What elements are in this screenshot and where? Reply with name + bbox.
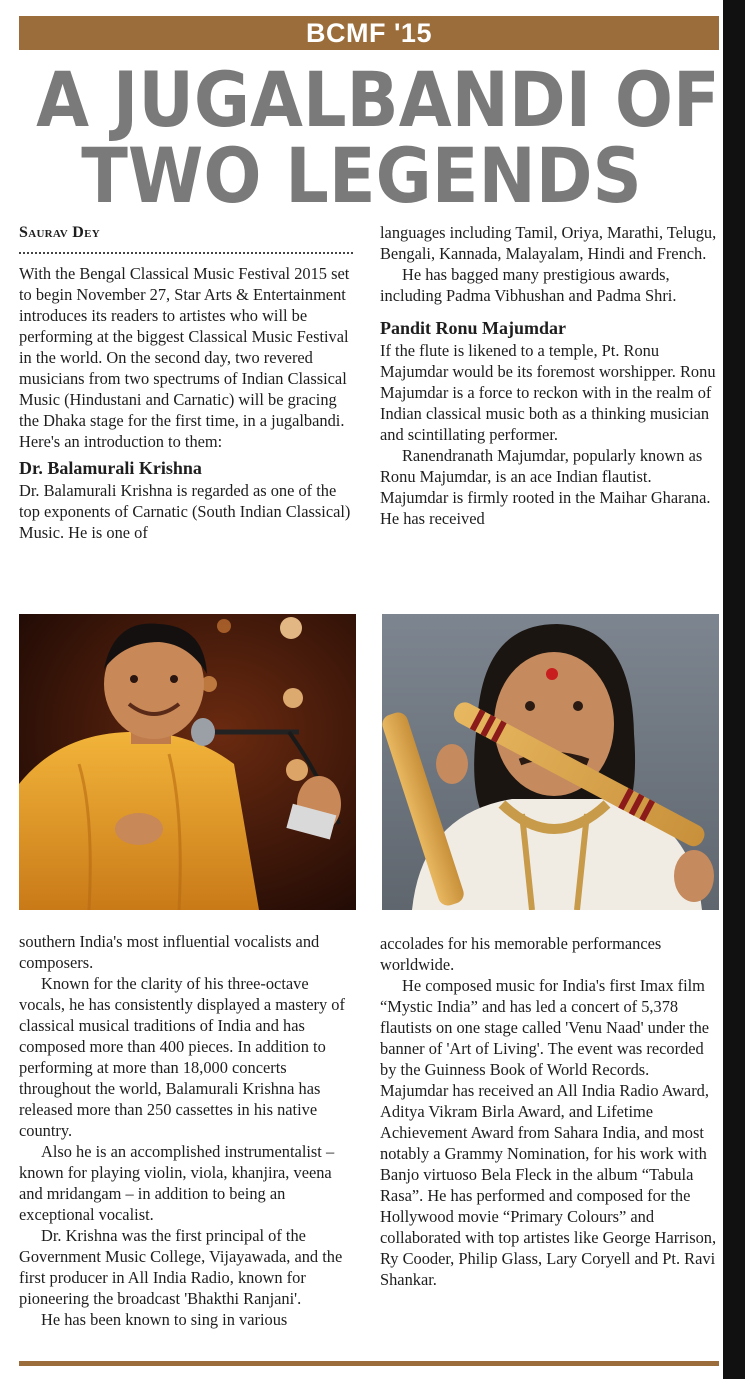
paragraph: languages including Tamil, Oriya, Marathi, Telugu, Bengali, Kannada, Malayalam, Hindi and French. xyxy=(380,223,717,263)
headline-line-2: TWO LEGENDS xyxy=(81,131,642,220)
paragraph: He has bagged many prestigious awards, including Padma Vibhushan and Padma Shri. xyxy=(380,265,677,305)
paragraph: Also he is an accomplished instrumentalist – known for playing violin, viola, khanjira, veena and mridangam – in addition to being an exceptional vocalist. xyxy=(19,1142,335,1224)
paragraph: If the flute is likened to a temple, Pt. Ronu Majumdar would be its foremost worshipper. Ronu Majumdar is a force to reckon with in the realm of Indian classical music both as a thinking musician and scintillating performer. xyxy=(380,341,716,444)
section-banner xyxy=(19,16,719,50)
paragraph: Known for the clarity of his three-octave vocals, he has consistently displayed a mastery of classical musical traditions of India and has composed more than 400 pieces. In addition to performing at more than 18,000 concerts throughout the world, Balamurali Krishna has released more than 250 cassettes in his native country. xyxy=(19,974,345,1140)
column-2 xyxy=(380,222,720,529)
page-edge-shadow xyxy=(723,0,745,1379)
photo-balamurali-krishna xyxy=(19,614,356,910)
dotted-divider xyxy=(19,252,353,254)
subhead-balamurali: Dr. Balamurali Krishna xyxy=(19,458,202,478)
paragraph: Ranendranath Majumdar, popularly known as Ronu Majumdar, is an ace Indian flautist. Majumdar is firmly rooted in the Maihar Gharana. He has received xyxy=(380,446,711,528)
paragraph: He composed music for India's first Imax film “Mystic India” and has led a concert of 5,378 flautists on one stage called 'Venu Naad' under the banner of 'Art of Living'. The event was recorded by the Guinness Book of World Records. Majumdar has received an All India Radio Award, Aditya Vikram Birla Award, and Lifetime Achievement Award from Sahara India, and most notably a Grammy Nomination, for his work with Banjo virtuoso Bela Fleck in the album “Tabula Rasa”. He has performed and composed for the Hollywood movie “Primary Colours” and collaborated with top artistes like George Harrison, Ry Cooder, Philip Glass, Lary Coryell and Pt. Ravi Shankar. xyxy=(380,976,717,1289)
headline-line-1: A JUGALBANDI OF xyxy=(36,55,720,144)
paragraph: He has been known to sing in various xyxy=(41,1310,288,1329)
banner-text: BCMF '15 xyxy=(306,17,432,48)
intro-paragraph: With the Bengal Classical Music Festival 2015 set to begin November 27, Star Arts & Entertainment introduces its readers to artistes who will be performing at the biggest Classical Music Festival in the world. On the second day, two revered musicians from two spectrums of Indian Classical Music (Hindustani and Carnatic) will be gracing the Dhaka stage for the first time, in a jugalbandi. Here's an introduction to them: xyxy=(19,264,350,451)
column-3 xyxy=(19,931,353,1330)
paragraph: Dr. Balamurali Krishna is regarded as one of the top exponents of Carnatic (South Indian Classical) Music. He is one of xyxy=(19,481,351,542)
paragraph: Dr. Krishna was the first principal of the Government Music College, Vijayawada, and the first producer in All India Radio, known for pioneering the broadcast 'Bhakthi Ranjani'. xyxy=(19,1226,343,1308)
byline: Saurav Dey xyxy=(19,224,101,241)
subhead-ronu: Pandit Ronu Majumdar xyxy=(380,318,567,338)
photo-ronu-majumdar xyxy=(382,614,719,910)
column-1 xyxy=(19,263,353,543)
column-4 xyxy=(380,933,720,1290)
paragraph: southern India's most influential vocalists and composers. xyxy=(19,932,320,972)
footer-rule xyxy=(19,1361,719,1366)
paragraph: accolades for his memorable performances worldwide. xyxy=(380,934,662,974)
